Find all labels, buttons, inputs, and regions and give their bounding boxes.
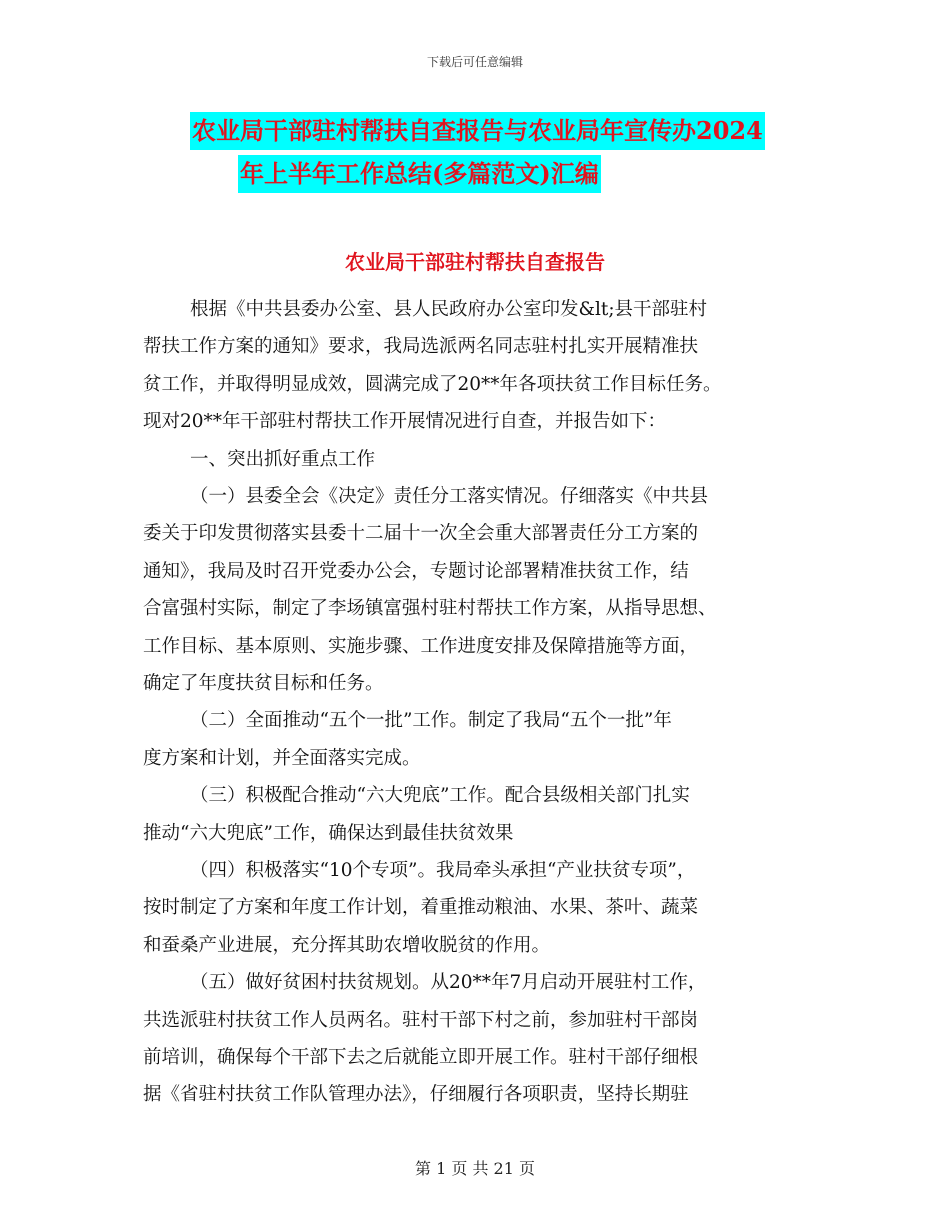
body-line: 帮扶工作方案的通知》要求，我局选派两名同志驻村扎实开展精准扶 [143, 336, 699, 357]
body-line: 推动“六大兜底”工作，确保达到最佳扶贫效果 [143, 823, 514, 844]
body-line: 据《省驻村扶贫工作队管理办法》，仔细履行各项职责，坚持长期驻 [143, 1084, 689, 1105]
body-line: 一、突出抓好重点工作 [190, 449, 376, 470]
body-line: 合富强村实际，制定了李场镇富强村驻村帮扶工作方案，从指导思想、 [143, 598, 717, 619]
body-line: 贫工作，并取得明显成效，圆满完成了20**年各项扶贫工作目标任务。 [143, 374, 722, 395]
body-line: （四）积极落实“10个专项”。我局牵头承担“产业扶贫专项”， [190, 860, 696, 881]
body-line: （一）县委全会《决定》责任分工落实情况。仔细落实《中共县 [190, 486, 709, 507]
body-line: （五）做好贫困村扶贫规划。从20**年7月启动开展驻村工作， [190, 972, 707, 993]
body-line: （三）积极配合推动“六大兜底”工作。配合县级相关部门扎实 [190, 785, 690, 806]
body-line: 度方案和计划，并全面落实完成。 [143, 748, 421, 769]
body-line: 工作目标、基本原则、实施步骤、工作进度安排及保障措施等方面， [143, 636, 699, 657]
document-title-line-1: 农业局干部驻村帮扶自查报告与农业局年宣传办2024 [190, 112, 765, 150]
section-title: 农业局干部驻村帮扶自查报告 [345, 250, 605, 274]
body-line: （二）全面推动“五个一批”工作。制定了我局“五个一批”年 [190, 710, 672, 731]
body-line: 共选派驻村扶贫工作人员两名。驻村干部下村之前，参加驻村干部岗 [143, 1010, 699, 1031]
body-line: 和蚕桑产业进展，充分挥其助农增收脱贫的作用。 [143, 935, 551, 956]
body-line: 按时制定了方案和年度工作计划，着重推动粮油、水果、茶叶、蔬菜 [143, 897, 699, 918]
body-line: 委关于印发贯彻落实县委十二届十一次全会重大部署责任分工方案的 [143, 523, 699, 544]
page-header-note: 下载后可任意编辑 [426, 55, 523, 69]
page-footer: 第 1 页 共 21 页 [415, 1159, 535, 1178]
body-line: 现对20**年干部驻村帮扶工作开展情况进行自查，并报告如下： [143, 411, 667, 432]
body-line: 根据《中共县委办公室、县人民政府办公室印发&lt;县干部驻村 [190, 299, 708, 320]
body-line: 确定了年度扶贫目标和任务。 [143, 673, 384, 694]
body-line: 通知》，我局及时召开党委办公会，专题讨论部署精准扶贫工作，结 [143, 561, 689, 582]
body-line: 前培训，确保每个干部下去之后就能立即开展工作。驻村干部仔细根 [143, 1047, 699, 1068]
document-title-line-2: 年上半年工作总结(多篇范文)汇编 [238, 155, 601, 193]
